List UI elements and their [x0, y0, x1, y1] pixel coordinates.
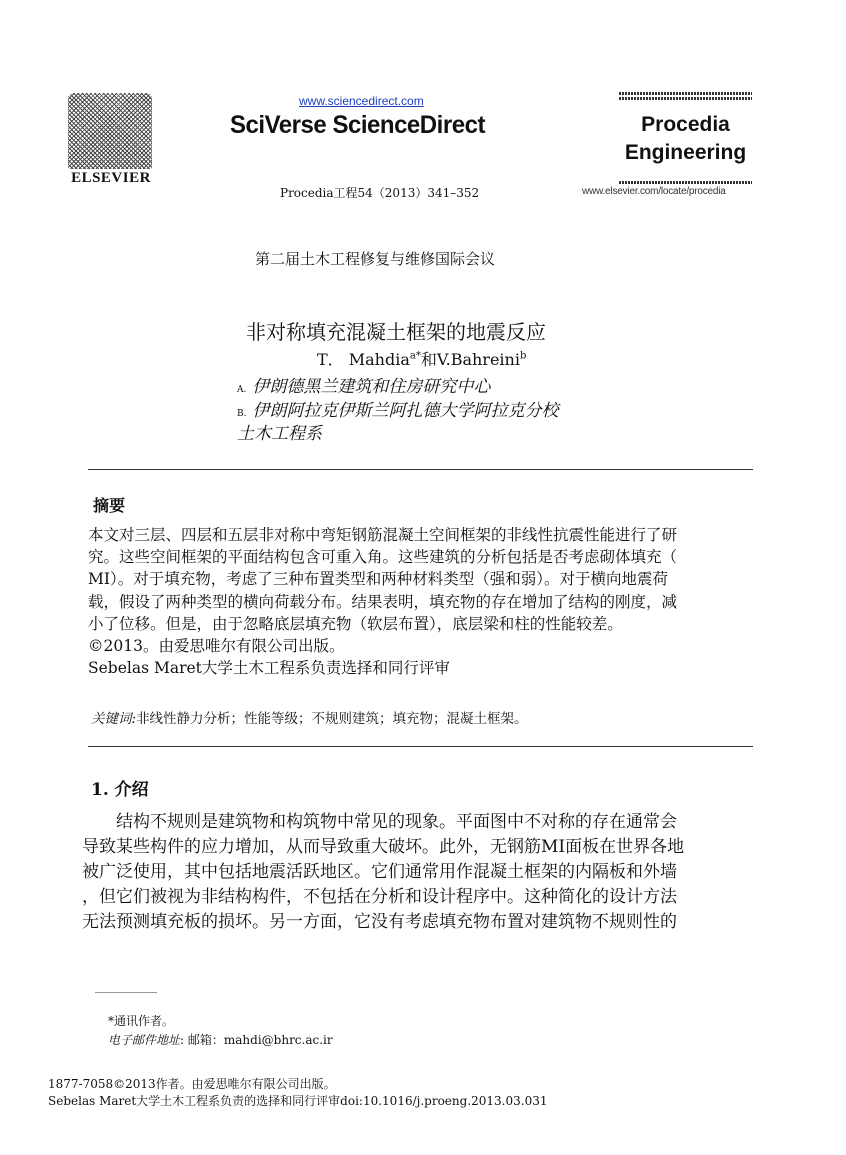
- author-line: [317, 347, 526, 370]
- elsevier-wordmark: ELSEVIER: [71, 170, 151, 186]
- affiliation-b-cont: [237, 419, 322, 444]
- doi-line: Sebelas Maret大学土木工程系负责的选择和同行评审doi:10.1016/j.proeng.2013.03.031: [48, 1094, 548, 1108]
- abstract-heading: 摘要: [93, 496, 126, 515]
- affiliation-text: 土木工程系: [237, 424, 322, 444]
- intro-body: [82, 810, 752, 935]
- email-label: 电子邮件地址: [108, 1033, 181, 1047]
- sciencedirect-link[interactable]: www.sciencedirect.com: [299, 94, 424, 108]
- elsevier-tree-logo: [68, 93, 152, 169]
- paper-title: 非对称填充混凝土框架的地震反应: [246, 320, 546, 344]
- affiliation-b: [237, 396, 558, 421]
- author-2-sup: b: [519, 350, 527, 362]
- footnote-rule: [95, 992, 157, 993]
- intro-line: 结构不规则是建筑物和构筑物中常见的现象。平面图中不对称的存在通常会: [116, 812, 677, 832]
- abstract-line: MI）。对于填充物，考虑了三种布置类型和两种材料类型（强和弱）。对于横向地震荷: [88, 570, 668, 589]
- journal-bottom-rule: [619, 181, 752, 184]
- journal-name-line2: Engineering: [624, 141, 747, 164]
- intro-line: 被广泛使用，其中包括地震活跃地区。它们通常用作混凝土框架的内隔板和外墙: [82, 862, 677, 882]
- abstract-bottom-rule: [88, 746, 753, 747]
- abstract-line: 载，假设了两种类型的横向荷载分布。结果表明，填充物的存在增加了结构的刚度，减: [88, 592, 678, 611]
- intro-line: ，但它们被视为非结构构件，不包括在分析和设计程序中。这种简化的设计方法: [82, 887, 677, 907]
- journal-top-rule: [619, 92, 752, 95]
- journal-citation: Procedia工程54（2013）341–352: [280, 186, 480, 200]
- affiliation-text: 伊朗阿拉克伊斯兰阿扎德大学阿拉克分校: [252, 401, 559, 421]
- conference-name: 第二届土木工程修复与维修国际会议: [255, 250, 496, 268]
- intro-line: 导致某些构件的应力增加，从而导致重大破坏。此外，无钢筋MI面板在世界各地: [82, 837, 685, 857]
- journal-top-rule-2: [619, 97, 752, 100]
- keywords-label: 关键词:: [91, 711, 137, 727]
- author-1: T． Mahdia: [317, 350, 410, 369]
- affiliation-text: 伊朗德黑兰建筑和住房研究中心: [252, 377, 491, 397]
- abstract-line: 究。这些空间框架的平面结构包含可重入角。这些建筑的分析包括是否考虑砌体填充（: [88, 548, 678, 567]
- journal-name-line1: Procedia: [641, 113, 730, 136]
- intro-line: 无法预测填充板的损坏。另一方面，它没有考虑填充物布置对建筑物不规则性的: [82, 912, 677, 932]
- keywords: [91, 707, 528, 727]
- keywords-list: 非线性静力分析；性能等级；不规则建筑；填充物；混凝土框架。: [136, 711, 528, 727]
- affiliation-mark: B.: [237, 409, 247, 419]
- abstract-body: [88, 524, 754, 679]
- author-join: 和V.Bahreini: [420, 350, 520, 369]
- issn-copyright: 1877-7058©2013作者。由爱思唯尔有限公司出版。: [48, 1077, 336, 1091]
- peer-review-line: Sebelas Maret大学土木工程系负责选择和同行评审: [88, 659, 450, 678]
- email-address[interactable]: : 邮箱：mahdi@bhrc.ac.ir: [180, 1033, 333, 1047]
- corresponding-author-note: *通讯作者。: [108, 1014, 175, 1028]
- abstract-top-rule: [88, 469, 753, 470]
- abstract-line: 本文对三层、四层和五层非对称中弯矩钢筋混凝土空间框架的非线性抗震性能进行了研: [88, 526, 678, 544]
- affiliation-mark: A.: [237, 385, 247, 395]
- journal-name: [619, 111, 752, 167]
- copyright-line: ©2013。由爱思唯尔有限公司出版。: [88, 637, 345, 656]
- abstract-line: 小了位移。但是，由于忽略底层填充物（软层布置），底层梁和柱的性能较差。: [88, 614, 623, 633]
- sciverse-brand: SciVerse ScienceDirect: [230, 111, 485, 139]
- journal-url-link[interactable]: www.elsevier.com/locate/procedia: [582, 186, 726, 197]
- author-1-sup: a*: [409, 350, 421, 362]
- section-heading-intro: 1. 介绍: [91, 780, 149, 800]
- affiliation-a: [237, 372, 490, 397]
- email-note: [108, 1031, 333, 1048]
